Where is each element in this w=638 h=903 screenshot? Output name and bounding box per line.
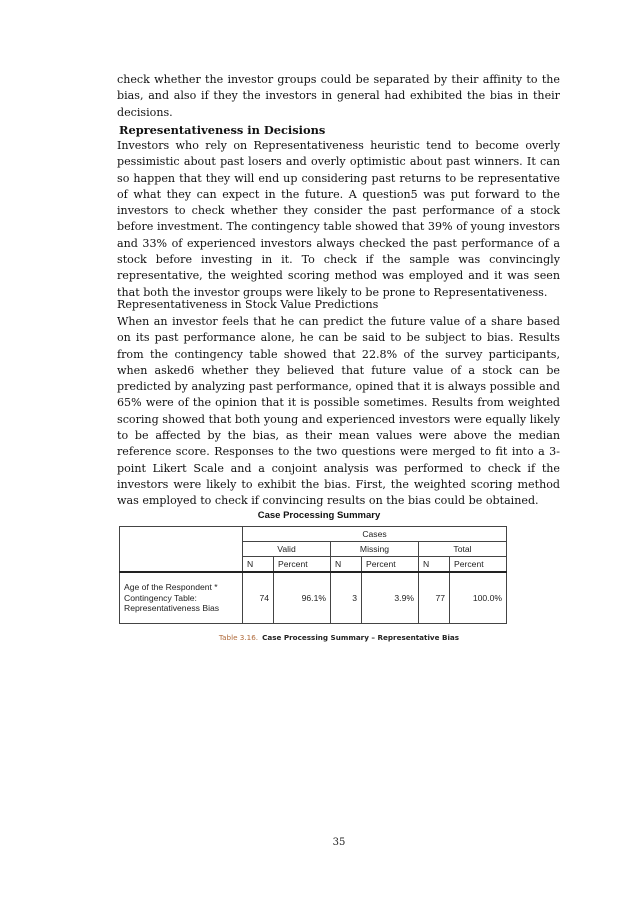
intro-paragraph: check whether the investor groups could be separated by their affinity to the bias, and also if they the investors in general had exhibited the bias in their decisions. bbox=[117, 73, 560, 119]
subheader-percent-valid: Percent bbox=[274, 557, 331, 573]
decisions-paragraph: Investors who rely on Representativeness heuristic tend to become overly pessimistic about past losers and overly optimistic about past winners. It can so happen that they will end up considering past returns to be representative of what they can expect in the future. A question5 was put forward to the investors to check whether they consider the past performance of a stock before investment. The contingency table showed that 39% of young investors and 33% of experienced investors always checked the past performance of a stock before investing in it. To check if the sample was convincingly representative, the weighted scoring method was employed and it was seen that both the investor groups were likely to be prone to Representativeness. bbox=[117, 139, 560, 299]
group-header-missing: Missing bbox=[331, 542, 419, 557]
cell-valid-percent: 96.1% bbox=[274, 572, 331, 624]
predictions-paragraph: When an investor feels that he can predict the future value of a share based on its past performance alone, he can be said to be subject to bias. Results from the contingency table showed that 22.8% of the survey participants, when asked6 whether they believed that future value of a stock can be predicted by analyzing past performance, opined that it is always possible and 65% were of the opinion that it is possible sometimes. Results from weighted scoring showed that both young and experienced investors were equally likely to be affected by the bias, as their mean values were above the median reference score. Responses to the two questions were merged to fit into a 3-point Likert Scale and a conjoint analysis was performed to check if the investors were likely to exhibit the bias. First, the weighted scoring method was employed to check if convincing results on the bias could be obtained. bbox=[117, 315, 560, 508]
group-header-total: Total bbox=[419, 542, 507, 557]
cell-total-n: 77 bbox=[419, 572, 450, 624]
subheader-n-missing: N bbox=[331, 557, 362, 573]
cell-missing-n: 3 bbox=[331, 572, 362, 624]
subheader-percent-total: Percent bbox=[450, 557, 507, 573]
case-processing-table bbox=[119, 526, 507, 624]
row-label: Age of the Respondent * Contingency Table: Representativeness Bias bbox=[120, 572, 243, 624]
decisions-heading: Representativeness in Decisions bbox=[119, 123, 326, 137]
page-number: 35 bbox=[332, 837, 346, 848]
subheader-n-total: N bbox=[419, 557, 450, 573]
caption-text: Case Processing Summary – Representative Bias bbox=[262, 633, 460, 642]
table-corner-cell bbox=[120, 527, 243, 573]
table-title: Case Processing Summary bbox=[257, 510, 381, 521]
subheader-n-valid: N bbox=[243, 557, 274, 573]
table-caption bbox=[0, 633, 638, 642]
cell-total-percent: 100.0% bbox=[450, 572, 507, 624]
cell-missing-percent: 3.9% bbox=[362, 572, 419, 624]
caption-label: Table 3.16. bbox=[218, 633, 259, 642]
predictions-heading: Representativeness in Stock Value Predictions bbox=[117, 298, 379, 311]
subheader-percent-missing: Percent bbox=[362, 557, 419, 573]
cell-valid-n: 74 bbox=[243, 572, 274, 624]
cases-header: Cases bbox=[243, 527, 507, 542]
group-header-valid: Valid bbox=[243, 542, 331, 557]
